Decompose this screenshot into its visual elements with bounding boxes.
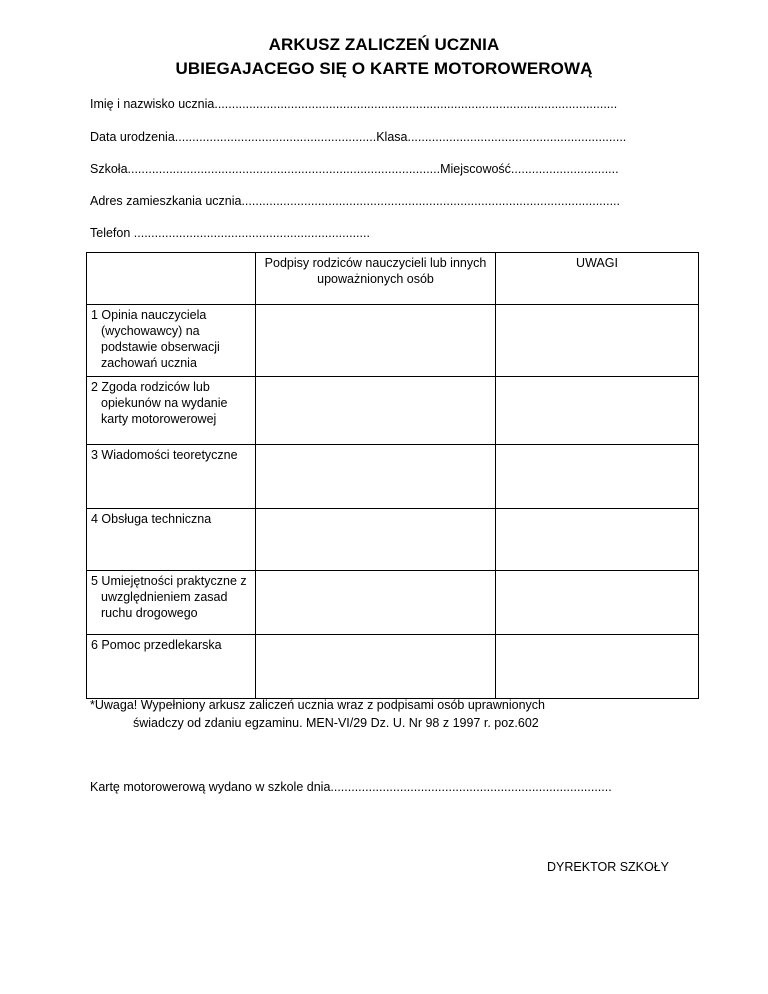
row-label-technical: 4 Obsługa techniczna [91, 512, 212, 526]
footnote-line1: *Uwaga! Wypełniony arkusz zaliczeń ucznia wraz z podpisami osób uprawnionych [90, 698, 545, 712]
notes-cell [496, 445, 699, 509]
form-title-line1: ARKUSZ ZALICZEŃ UCZNIA [268, 35, 500, 54]
empty-header-cell [87, 253, 256, 305]
table-header-row [87, 253, 699, 305]
table-row [87, 377, 699, 445]
form-title-line2: UBIEGAJACEGO SIĘ O KARTE MOTOROWEROWĄ [175, 59, 593, 78]
table-row [87, 571, 699, 635]
school-city-field: Szkoła..........................................................................................Miejscowość............................... [90, 162, 619, 176]
director-signature-label: DYREKTOR SZKOŁY [547, 860, 670, 874]
row-label-first-aid: 6 Pomoc przedlekarska [91, 638, 222, 652]
address-field: Adres zamieszkania ucznia............................................................................................................. [90, 194, 621, 208]
table-row [87, 635, 699, 699]
notes-cell [496, 635, 699, 699]
signature-cell [256, 377, 496, 445]
signature-cell [256, 509, 496, 571]
notes-cell [496, 305, 699, 377]
notes-cell [496, 571, 699, 635]
signatures-column-header: Podpisy rodziców nauczycieli lub innych upoważnionych osób [256, 253, 496, 305]
table-row [87, 509, 699, 571]
footnote-line2: świadczy od zdaniu egzaminu. MEN-VI/29 Dz. U. Nr 98 z 1997 r. poz.602 [133, 716, 539, 730]
student-name-field: Imię i nazwisko ucznia.................................................................................................................... [90, 97, 618, 111]
row-label-teacher-opinion: 1 Opinia nauczyciela (wychowawcy) na podstawie obserwacji zachowań ucznia [91, 308, 220, 370]
signature-cell [256, 571, 496, 635]
notes-cell [496, 509, 699, 571]
notes-cell [496, 377, 699, 445]
notes-column-header: UWAGI [496, 253, 699, 305]
row-label-practical: 5 Umiejętności praktyczne z uwzględnieniem zasad ruchu drogowego [91, 574, 247, 620]
row-label-parent-consent: 2 Zgoda rodziców lub opiekunów na wydanie karty motorowerowej [91, 380, 228, 426]
card-issued-field: Kartę motorowerową wydano w szkole dnia................................................................................. [90, 780, 612, 794]
signature-cell [256, 445, 496, 509]
signature-cell [256, 635, 496, 699]
table-row [87, 445, 699, 509]
row-label-theory: 3 Wiadomości teoretyczne [91, 448, 238, 462]
birth-date-class-field: Data urodzenia..........................................................Klasa............................................................... [90, 130, 627, 144]
phone-field: Telefon .................................................................... [90, 226, 370, 240]
table-row [87, 305, 699, 377]
credits-table [86, 252, 699, 699]
signature-cell [256, 305, 496, 377]
